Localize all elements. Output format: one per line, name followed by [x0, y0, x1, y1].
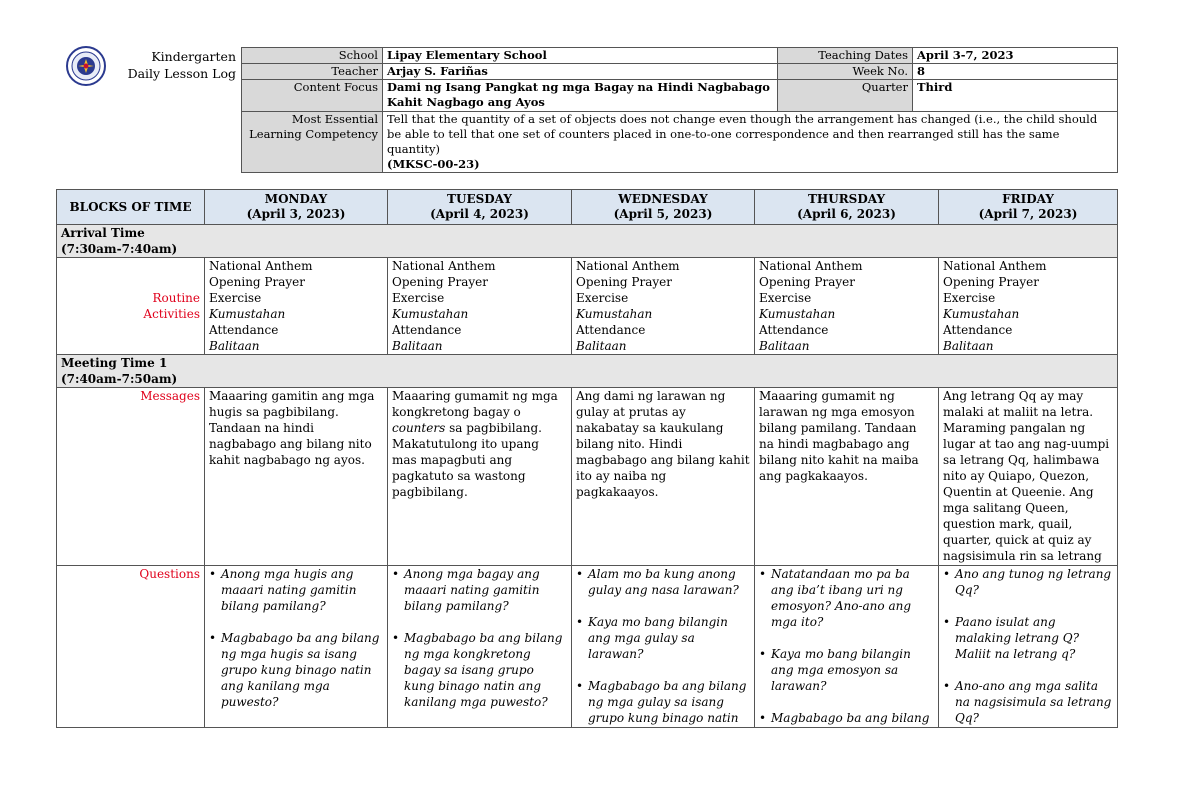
routine-item: Balitaan [759, 339, 810, 353]
routine-item: Attendance [209, 323, 279, 337]
day-date: (April 7, 2023) [978, 207, 1078, 221]
bullet-icon: • [943, 567, 951, 581]
message-italic-term: counters [392, 421, 446, 435]
question-text: Anong mga hugis ang maaari nating gamitin bilang pamilang? [221, 567, 357, 613]
message-tuesday [388, 388, 572, 566]
teacher-label: Teacher [242, 64, 383, 80]
bullet-icon: • [576, 567, 584, 581]
message-friday [939, 388, 1118, 566]
question-text: Magbabago ba ang bilang ng mga gulay sa isang grupo kung binago natin [588, 679, 747, 725]
bullet-icon: • [943, 615, 951, 629]
routine-cell-thursday [755, 258, 939, 355]
routine-item: Exercise [943, 291, 996, 305]
routine-item: Kumustahan [759, 307, 836, 321]
routine-item: National Anthem [209, 259, 313, 273]
teaching-dates-value: April 3-7, 2023 [913, 48, 1118, 64]
daily-schedule-table [56, 189, 1118, 728]
melc-code: (MKSC-00-23) [387, 157, 480, 171]
blocks-of-time-header: BLOCKS OF TIME [57, 190, 205, 225]
question-item [759, 646, 934, 694]
section-title: Meeting Time 1 [61, 356, 168, 370]
day-name: WEDNESDAY [618, 192, 708, 206]
day-name: THURSDAY [807, 192, 886, 206]
title-line-1: Kindergarten [151, 49, 236, 64]
teacher-value: Arjay S. Fariñas [383, 64, 778, 80]
routine-item: Opening Prayer [576, 275, 672, 289]
section-time: (7:40am-7:50am) [61, 372, 178, 386]
routine-item: Exercise [392, 291, 445, 305]
day-name: FRIDAY [1002, 192, 1054, 206]
arrival-time-section [57, 225, 1118, 258]
question-item [392, 630, 567, 710]
question-text: Kaya mo bang bilangin ang mga emosyon sa larawan? [771, 647, 911, 693]
routine-item: National Anthem [943, 259, 1047, 273]
routine-item: Balitaan [943, 339, 994, 353]
question-item [209, 630, 383, 710]
week-value: 8 [913, 64, 1118, 80]
question-text: Magbabago ba ang bilang [771, 711, 930, 725]
quarter-value: Third [913, 80, 1118, 112]
bullet-icon: • [392, 567, 400, 581]
questions-tuesday [388, 566, 572, 728]
routine-cell-tuesday [388, 258, 572, 355]
day-header-tuesday [388, 190, 572, 225]
routine-item: Opening Prayer [209, 275, 305, 289]
melc-label-line-1: Most Essential [291, 112, 378, 126]
question-text: Kaya mo bang bilangin ang mga gulay sa larawan? [588, 615, 728, 661]
routine-label-line-2: Activities [143, 307, 200, 321]
routine-item: Kumustahan [943, 307, 1020, 321]
bullet-icon: • [209, 567, 217, 581]
bullet-icon: • [576, 679, 584, 693]
routine-item: Opening Prayer [943, 275, 1039, 289]
bullet-icon: • [759, 647, 767, 661]
document-title [112, 48, 236, 82]
day-header-wednesday [572, 190, 755, 225]
questions-thursday [755, 566, 939, 728]
school-value: Lipay Elementary School [383, 48, 778, 64]
teaching-dates-label: Teaching Dates [778, 48, 913, 64]
routine-cell-wednesday [572, 258, 755, 355]
question-item [392, 566, 567, 614]
day-header-thursday [755, 190, 939, 225]
school-label: School [242, 48, 383, 64]
content-focus-label: Content Focus [242, 80, 383, 112]
questions-list [392, 566, 567, 710]
question-text: Alam mo ba kung anong gulay ang nasa larawan? [588, 567, 739, 597]
header-info-table [241, 47, 1118, 173]
day-name: TUESDAY [447, 192, 512, 206]
message-wednesday: Ang dami ng larawan ng gulay at prutas ay nakabatay sa kaukulang bilang nito. Hindi magbabago ang bilang kahit ito ay naiba ng pagkakaayos. [572, 388, 755, 566]
bullet-icon: • [576, 615, 584, 629]
day-date: (April 4, 2023) [430, 207, 529, 221]
question-item [943, 678, 1113, 726]
melc-label-line-2: Learning Competency [249, 127, 378, 141]
message-monday: Maaaring gamitin ang mga hugis sa pagbibilang. Tandaan na hindi nagbabago ang bilang nito kahit nagbabago ng ayos. [205, 388, 388, 566]
content-focus-value: Dami ng Isang Pangkat ng mga Bagay na Hindi Nagbabago Kahit Nagbago ang Ayos [383, 80, 778, 112]
deped-seal-icon [66, 46, 106, 86]
day-date: (April 6, 2023) [797, 207, 896, 221]
routine-item: Balitaan [392, 339, 443, 353]
routine-cell-friday [939, 258, 1118, 355]
question-text: Anong mga bagay ang maaari nating gamitin bilang pamilang? [404, 567, 540, 613]
question-item [943, 566, 1113, 598]
questions-list [943, 566, 1113, 726]
quarter-label: Quarter [778, 80, 913, 112]
routine-item: Kumustahan [576, 307, 653, 321]
question-text: Paano isulat ang malaking letrang Q? Maliit na letrang q? [955, 615, 1080, 661]
routine-cell-monday [205, 258, 388, 355]
question-item [759, 710, 934, 727]
bullet-icon: • [209, 631, 217, 645]
messages-label: Messages [57, 388, 205, 566]
question-item [576, 614, 750, 662]
routine-item: Exercise [759, 291, 812, 305]
day-name: MONDAY [264, 192, 328, 206]
questions-monday [205, 566, 388, 728]
routine-activities-label [57, 258, 205, 355]
questions-list [576, 566, 750, 726]
questions-list [759, 566, 934, 727]
question-text: Natatandaan mo pa ba ang iba’t ibang uri ng emosyon? Ano-ano ang mga ito? [771, 567, 912, 629]
bullet-icon: • [392, 631, 400, 645]
bullet-icon: • [759, 711, 767, 725]
question-item [943, 614, 1113, 662]
routine-item: National Anthem [392, 259, 496, 273]
routine-item: National Anthem [759, 259, 863, 273]
melc-text: Tell that the quantity of a set of objects does not change even though the arrangement has changed (i.e., the child should be able to tell that one set of counters placed in one-to-one correspondence and then rearranged still has the same quantity) [387, 112, 1098, 156]
bullet-icon: • [759, 567, 767, 581]
meeting-time-section [57, 355, 1118, 388]
routine-item: Kumustahan [392, 307, 469, 321]
routine-item: Exercise [209, 291, 262, 305]
week-label: Week No. [778, 64, 913, 80]
routine-item: Exercise [576, 291, 629, 305]
routine-item: Opening Prayer [392, 275, 488, 289]
message-text: Maaaring gumamit ng mga kongkretong bagay o [392, 389, 558, 419]
section-time: (7:30am-7:40am) [61, 242, 178, 256]
routine-item: Balitaan [576, 339, 627, 353]
questions-label: Questions [57, 566, 205, 728]
routine-item: Kumustahan [209, 307, 286, 321]
routine-item: National Anthem [576, 259, 680, 273]
question-item [209, 566, 383, 614]
routine-item: Balitaan [209, 339, 260, 353]
day-date: (April 3, 2023) [246, 207, 346, 221]
message-text: sa pagbibilang. Makatutulong ito upang mas mapagbuti ang pagkatuto sa wastong pagbibilang. [392, 421, 542, 499]
message-thursday: Maaaring gumamit ng larawan ng mga emosyon bilang pamilang. Tandaan na hindi magbabago ang bilang nito kahit na maiba ang pagkakaayos. [755, 388, 939, 566]
day-date: (April 5, 2023) [613, 207, 713, 221]
questions-friday [939, 566, 1118, 728]
question-item [576, 678, 750, 726]
question-item [576, 566, 750, 598]
message-friday-text: Ang letrang Qq ay may malaki at maliit na letra. Maraming pangalan ng lugar at tao ang nag-uumpi sa letrang Qq, halimbawa nito ay Quiapo, Quezon, Quentin at Queenie. Ang mga salitang Queen, question mark, quail, quarter, quick at quiz ay nagsisimula rin sa letrang [943, 389, 1110, 563]
question-text: Ano ang tunog ng letrang Qq? [955, 567, 1112, 597]
title-line-2: Daily Lesson Log [127, 66, 236, 81]
questions-list [209, 566, 383, 710]
routine-item: Attendance [943, 323, 1013, 337]
section-title: Arrival Time [61, 226, 145, 240]
question-text: Magbabago ba ang bilang ng mga kongkretong bagay sa isang grupo kung binago natin ang kanilang mga puwesto? [404, 631, 563, 709]
routine-item: Attendance [392, 323, 462, 337]
routine-item: Attendance [576, 323, 646, 337]
question-text: Magbabago ba ang bilang ng mga hugis sa isang grupo kung binago natin ang kanilang mga puwesto? [221, 631, 380, 709]
melc-value [383, 112, 1118, 173]
routine-item: Opening Prayer [759, 275, 855, 289]
day-header-monday [205, 190, 388, 225]
bullet-icon: • [943, 679, 951, 693]
question-item [759, 566, 934, 630]
questions-wednesday [572, 566, 755, 728]
routine-item: Attendance [759, 323, 829, 337]
melc-label [242, 112, 383, 173]
routine-label-line-1: Routine [152, 291, 200, 305]
question-text: Ano-ano ang mga salita na nagsisimula sa letrang Qq? [955, 679, 1112, 725]
day-header-friday [939, 190, 1118, 225]
